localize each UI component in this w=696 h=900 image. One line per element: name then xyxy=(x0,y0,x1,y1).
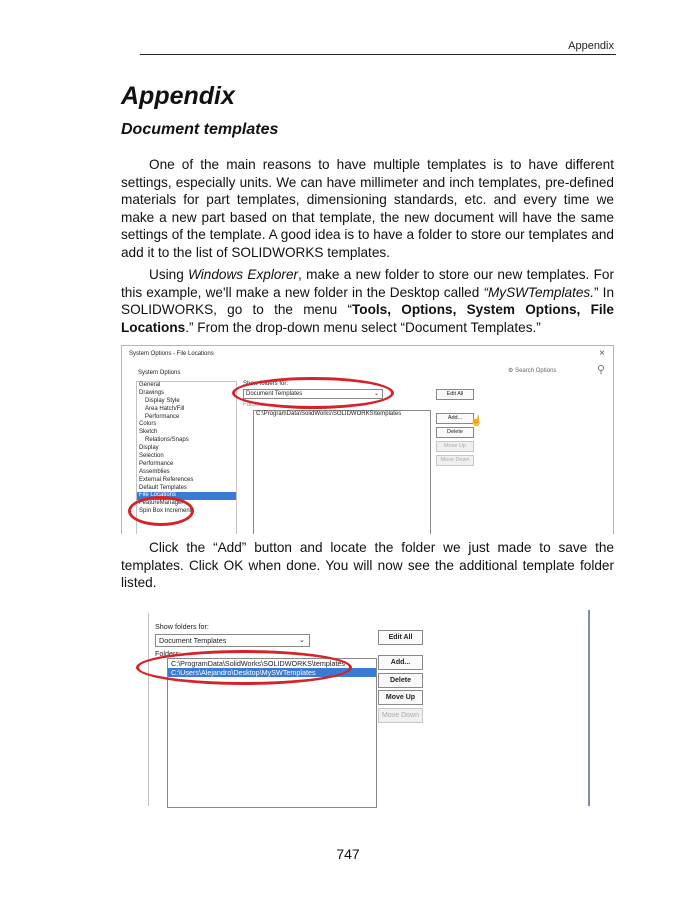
folders-list[interactable] xyxy=(253,410,431,534)
p2-menu-path: Tools, Options, System Options, File Locations xyxy=(121,302,614,335)
folder-row[interactable]: C:\ProgramData\SolidWorks\SOLIDWORKS\templates xyxy=(256,411,402,417)
dropdown-value: Document Templates xyxy=(159,636,227,645)
p2-text-c: , make a new folder to store our new templates. For this example, we'll make a new folder in the Desktop called xyxy=(121,267,614,300)
tree-item-area-hatch[interactable]: Area Hatch/Fill xyxy=(145,405,185,412)
p2-text-g: .” From the drop-down menu select “Document Templates.” xyxy=(185,319,541,335)
add-button[interactable]: Add... xyxy=(378,655,423,670)
move-up-button[interactable]: Move Up xyxy=(378,690,423,705)
panel-border xyxy=(148,613,149,806)
highlight-circle-folders xyxy=(136,650,352,685)
tree-item-display[interactable]: Display xyxy=(139,445,159,452)
show-folders-label: Show folders for: xyxy=(155,622,209,631)
tree-item-file-locations[interactable]: File Locations xyxy=(137,492,236,500)
p2-text-a: Using xyxy=(149,267,189,282)
tree-item-sketch[interactable]: Sketch xyxy=(139,429,158,436)
system-options-label: System Options xyxy=(138,370,181,376)
tree-item-selection[interactable]: Selection xyxy=(139,453,164,460)
paragraph-intro-text: One of the main reasons to have multiple templates is to have different settings, especially units. We can have millimeter and inch templates, pre-defined materials for part templates, dimensioning standards, etc. and every time we make a new part based on that template, the new document will have the same settings of the template. A good idea is to have a folder to store our templates and add it to the list of SOLIDWORKS templates. xyxy=(121,157,614,260)
section-title: Document templates xyxy=(121,121,279,138)
paragraph-add-folder xyxy=(121,539,614,592)
folder-row[interactable]: C:\ProgramData\SolidWorks\SOLIDWORKS\templates xyxy=(171,659,346,668)
cursor-icon: ☝ xyxy=(470,416,483,427)
running-header: Appendix xyxy=(568,40,614,52)
edit-all-button[interactable]: Edit All xyxy=(436,389,474,400)
search-placeholder: Search Options xyxy=(515,368,557,374)
window-title: System Options - File Locations xyxy=(129,351,214,357)
highlight-circle-dropdown xyxy=(232,377,394,409)
tree-item-external-references[interactable]: External References xyxy=(139,476,194,483)
p2-windows-explorer: Windows Explorer xyxy=(188,267,299,282)
chevron-down-icon: ⌄ xyxy=(299,637,305,644)
search-icon[interactable]: ⚲ xyxy=(596,364,605,376)
folders-label: Folders: xyxy=(155,649,181,658)
dropdown-value: Document Templates xyxy=(246,391,303,397)
delete-button[interactable]: Delete xyxy=(378,673,423,688)
paragraph-instructions xyxy=(121,266,614,336)
screenshot-folders-added xyxy=(148,610,596,806)
close-icon[interactable]: × xyxy=(599,348,605,359)
page-title: Appendix xyxy=(121,82,235,110)
paragraph-intro xyxy=(121,156,614,262)
show-folders-label: Show folders for: xyxy=(243,381,289,387)
add-button[interactable]: Add... xyxy=(436,413,474,424)
tree-item-general[interactable]: General xyxy=(139,382,161,388)
tree-item-colors[interactable]: Colors xyxy=(139,421,157,428)
edit-all-button[interactable]: Edit All xyxy=(378,630,423,645)
screenshot-file-locations-dialog xyxy=(121,345,614,534)
delete-button[interactable]: Delete xyxy=(436,427,474,438)
panel-border-right xyxy=(588,610,590,806)
highlight-circle-file-locations xyxy=(128,496,194,526)
tree-item-drawings[interactable]: Drawings xyxy=(139,389,165,396)
header-rule xyxy=(140,54,616,55)
tree-item-feature-manager[interactable]: FeatureManager xyxy=(139,500,184,507)
tree-item-relations-snaps[interactable]: Relations/Snaps xyxy=(145,437,189,444)
move-down-button[interactable]: Move Down xyxy=(378,708,423,723)
tree-item-performance[interactable]: Performance xyxy=(139,460,174,467)
tree-item-assemblies[interactable]: Assemblies xyxy=(139,468,170,475)
move-down-button[interactable]: Move Down xyxy=(436,455,474,466)
gear-icon: ⚙ xyxy=(508,368,514,374)
tree-item-display-style[interactable]: Display Style xyxy=(145,397,180,404)
chevron-down-icon: ⌄ xyxy=(373,391,379,397)
p2-text-e: ” In SOLIDWORKS, go to the menu “ xyxy=(121,284,615,318)
move-up-button[interactable]: Move Up xyxy=(436,441,474,452)
tree-item-default-templates[interactable]: Default Templates xyxy=(139,484,187,491)
folders-label: Folders: xyxy=(243,402,265,408)
p2-folder-name: “MySWTemplates. xyxy=(483,284,594,300)
show-folders-dropdown[interactable] xyxy=(155,634,310,647)
tree-item-drawing-performance[interactable]: Performance xyxy=(145,413,180,420)
tree-item-spin-box[interactable]: Spin Box Increments xyxy=(139,508,195,515)
page-number: 747 xyxy=(336,846,360,862)
paragraph-add-folder-text: Click the “Add” button and locate the folder we just made to save the templates. Click OK when done. You will now see the additional template folder listed. xyxy=(121,540,614,591)
folder-row-selected[interactable]: C:\Users\Alejandro\Desktop\MySWTemplates xyxy=(168,668,376,677)
search-options-field[interactable] xyxy=(508,367,556,374)
